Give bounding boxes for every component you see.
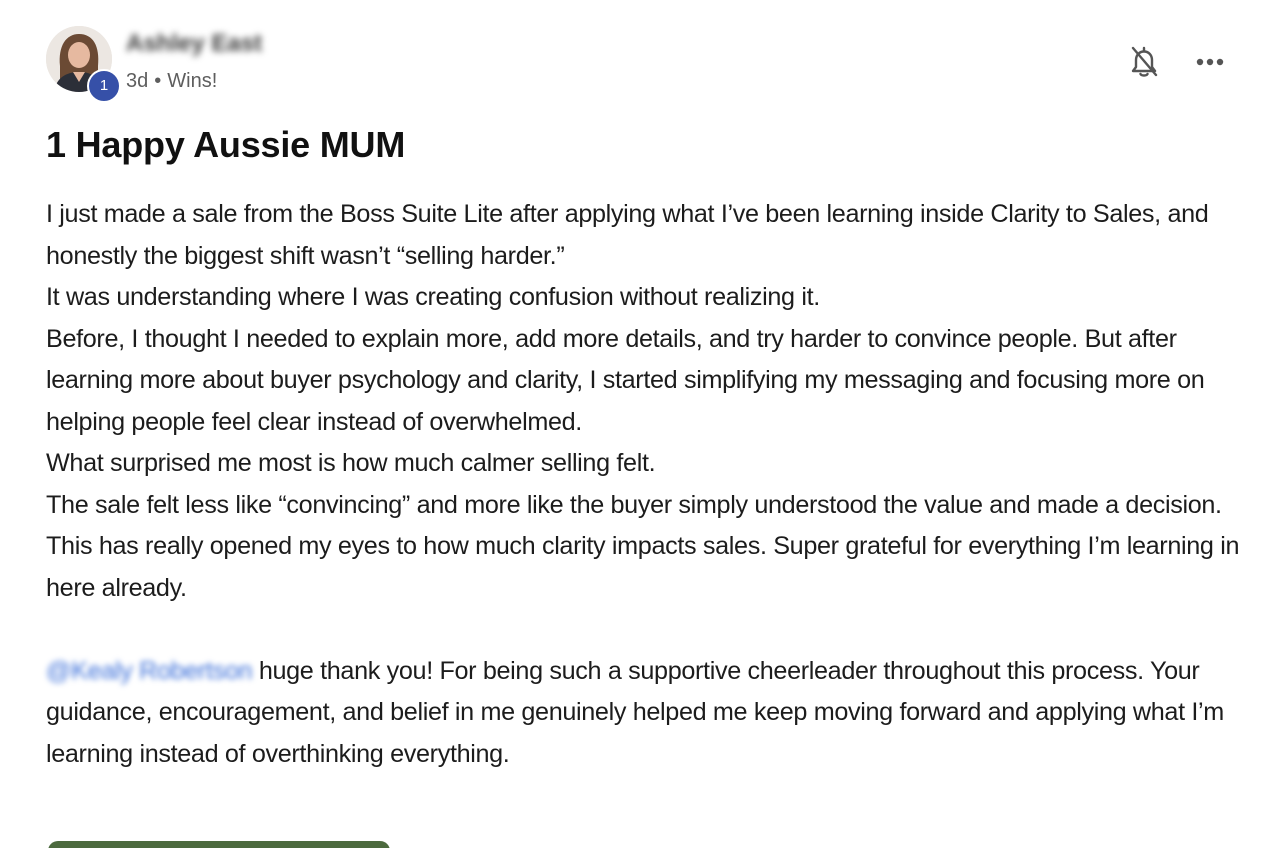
- post-paragraph: What surprised me most is how much calmer selling felt.: [46, 449, 656, 477]
- paragraph-spacer: [46, 609, 1251, 651]
- post-paragraph: This has really opened my eyes to how much clarity impacts sales. Super grateful for everything I’m learning in here already.: [46, 532, 1240, 602]
- post-header: [46, 26, 1246, 98]
- bell-off-icon: [1129, 45, 1159, 79]
- post-meta: [126, 70, 217, 93]
- post-paragraph: It was understanding where I was creating confusion without realizing it.: [46, 283, 820, 311]
- post-time: 3d: [126, 70, 149, 92]
- notifications-toggle-button[interactable]: [1124, 42, 1164, 82]
- level-badge: 1: [87, 69, 121, 103]
- post-title: 1 Happy Aussie MUM: [46, 124, 406, 165]
- meta-separator: •: [154, 70, 162, 92]
- thanks-text: huge thank you! For being such a supportive cheerleader throughout this process. Your guidance, encouragement, and belief in me genuinely helped me keep moving forward and applying what I’m learning instead of overthinking everything.: [46, 656, 1224, 768]
- user-mention-link[interactable]: @Kealy Robertson: [46, 656, 253, 685]
- post-paragraph: Before, I thought I needed to explain more, add more details, and try harder to convince people. But after learning more about buyer psychology and clarity, I started simplifying my messaging and focusing more on helping people feel clear instead of overwhelmed.: [46, 324, 1205, 436]
- more-horizontal-icon: [1195, 57, 1225, 67]
- more-options-button[interactable]: [1190, 42, 1230, 82]
- attachment-preview[interactable]: [48, 841, 390, 848]
- post-category[interactable]: Wins!: [167, 70, 218, 92]
- thanks-paragraph: [46, 651, 1251, 776]
- post-body: [46, 194, 1251, 775]
- post-paragraph: The sale felt less like “convincing” and more like the buyer simply understood the value and made a decision.: [46, 490, 1222, 519]
- post-paragraph: I just made a sale from the Boss Suite Lite after applying what I’ve been learning inside Clarity to Sales, and honestly the biggest shift wasn’t “selling harder.”: [46, 200, 1209, 270]
- author-name[interactable]: Ashley East: [126, 30, 263, 57]
